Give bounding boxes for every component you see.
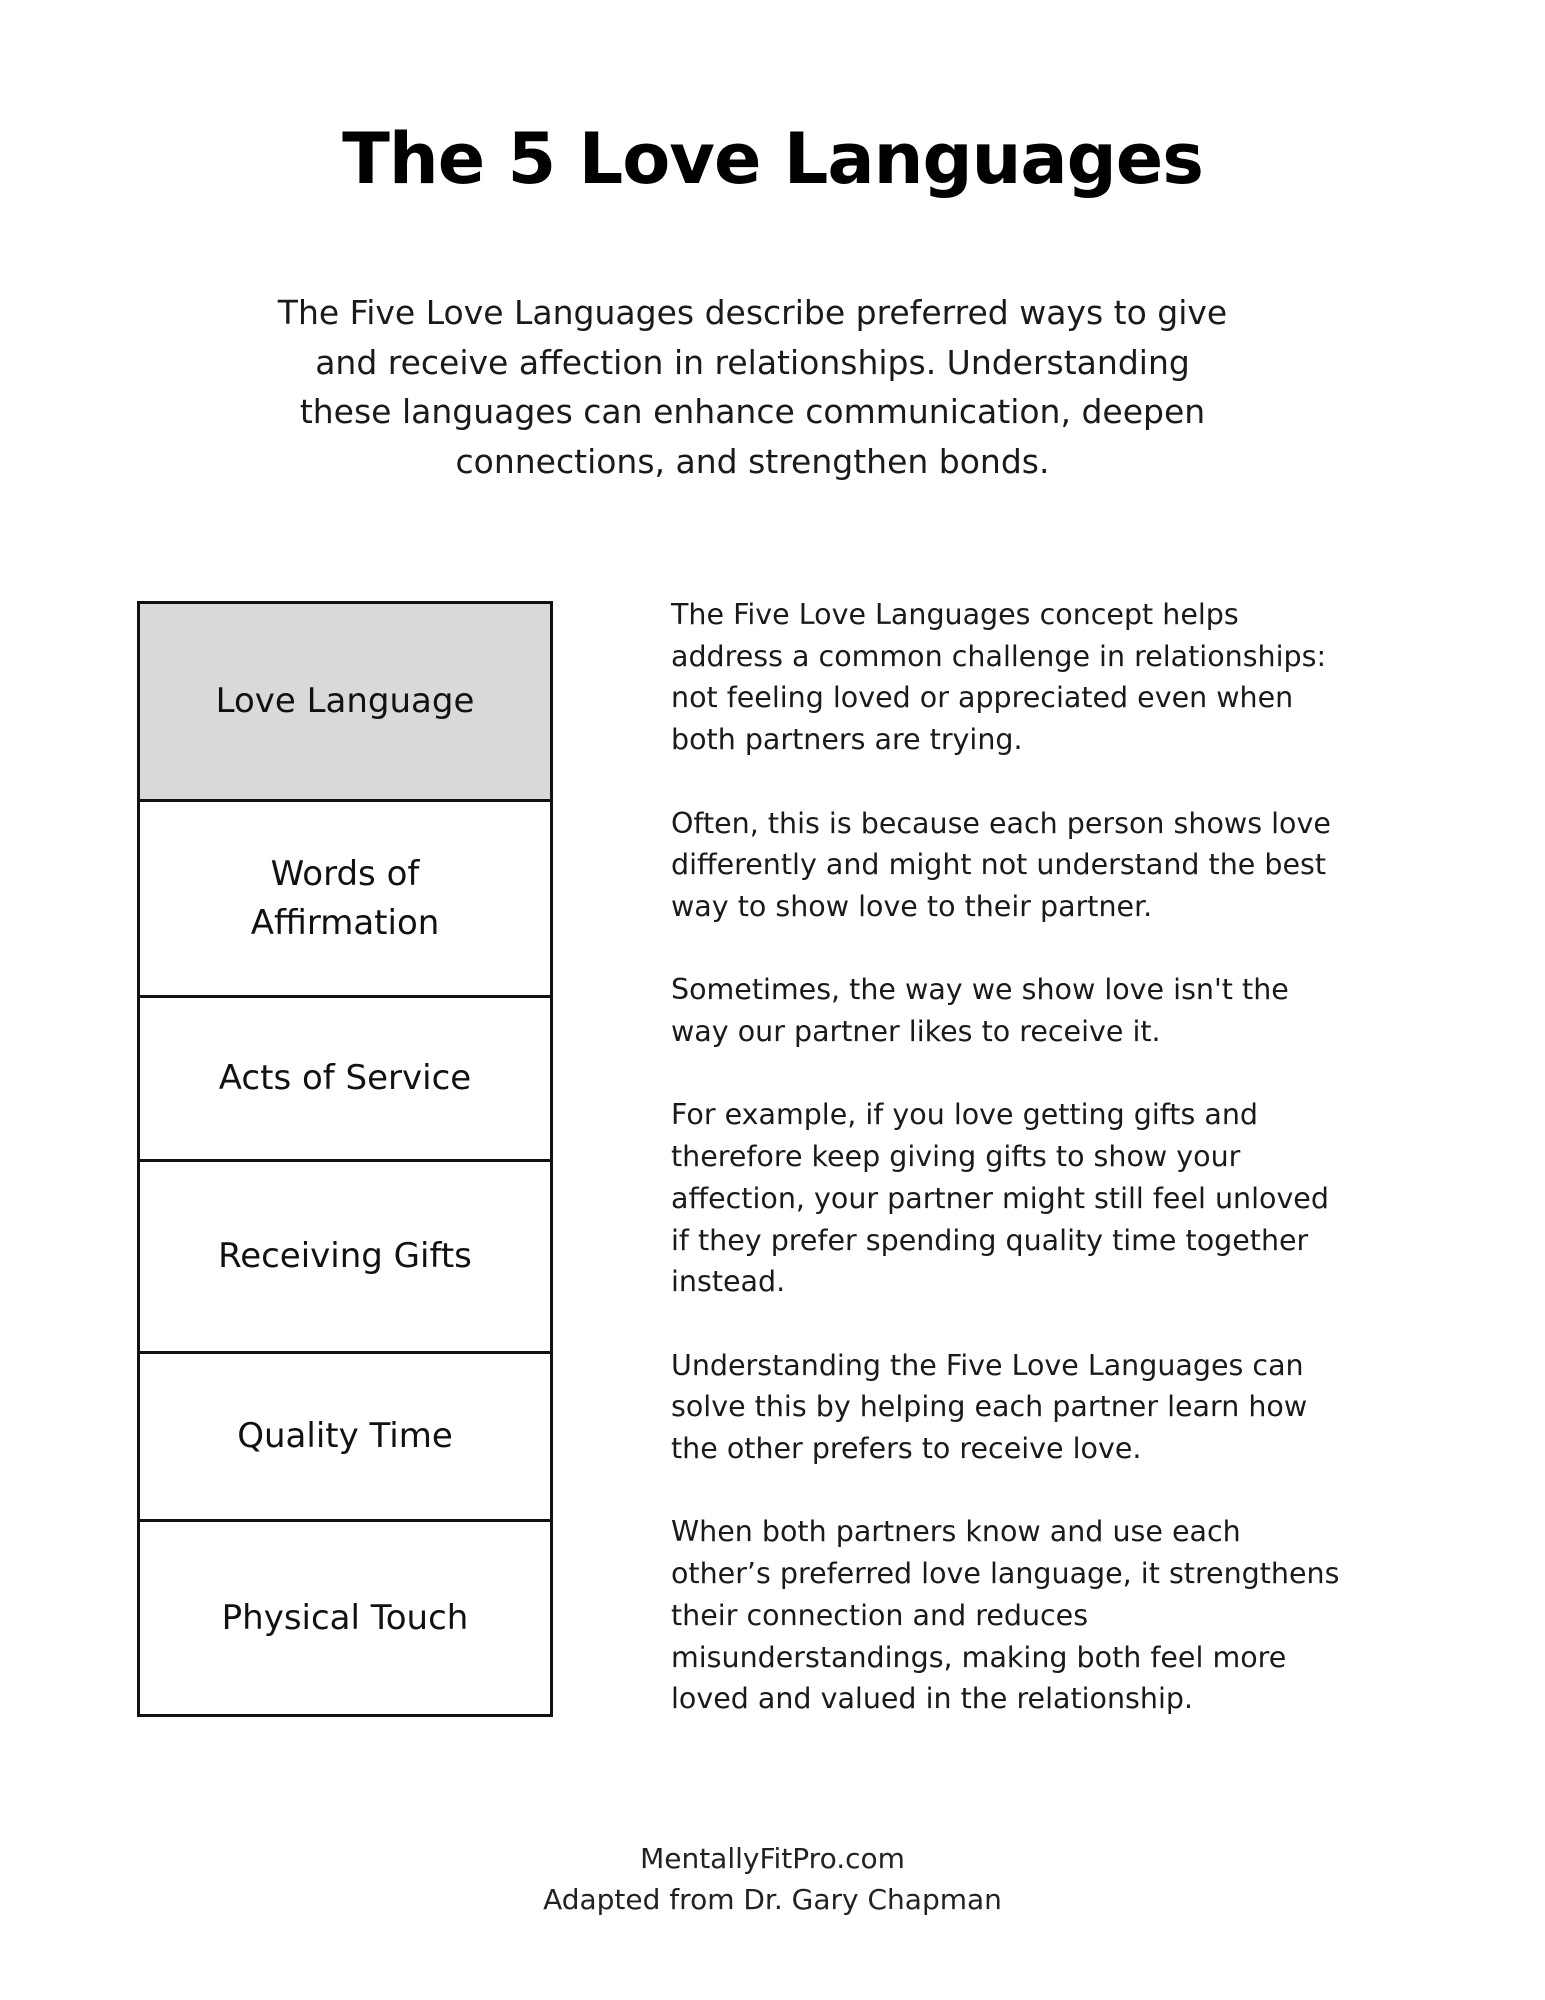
intro-line: and receive affection in relationships. Understanding bbox=[315, 342, 1190, 382]
text-line: Understanding the Five Love Languages can bbox=[671, 1348, 1304, 1382]
text-line: loved and valued in the relationship. bbox=[671, 1682, 1194, 1716]
footer-site: MentallyFitPro.com bbox=[640, 1842, 905, 1875]
text-line: misunderstandings, making both feel more bbox=[671, 1640, 1287, 1674]
table-row: Receiving Gifts bbox=[140, 1159, 550, 1351]
intro-line: these languages can enhance communication, deepen bbox=[299, 392, 1206, 431]
text-line: Sometimes, the way we show love isn't the bbox=[671, 973, 1289, 1007]
paragraph bbox=[671, 969, 1411, 1052]
text-line: if they prefer spending quality time together bbox=[671, 1223, 1309, 1257]
table-row: Physical Touch bbox=[140, 1519, 550, 1714]
text-line: not feeling loved or appreciated even when bbox=[671, 681, 1294, 715]
text-line: affection, your partner might still feel unloved bbox=[671, 1181, 1329, 1215]
table-row: Acts of Service bbox=[140, 995, 550, 1159]
text-line: their connection and reduces bbox=[671, 1598, 1089, 1632]
footer bbox=[0, 1838, 1545, 1920]
text-line: Often, this is because each person shows love bbox=[671, 806, 1331, 840]
text-line: The Five Love Languages concept helps bbox=[671, 598, 1239, 631]
footer-credit: Adapted from Dr. Gary Chapman bbox=[543, 1883, 1002, 1916]
paragraph bbox=[671, 1511, 1411, 1720]
table-row: Quality Time bbox=[140, 1351, 550, 1519]
table-header-cell: Love Language bbox=[140, 604, 550, 799]
text-line: address a common challenge in relationships: bbox=[671, 639, 1327, 673]
text-line: When both partners know and use each bbox=[671, 1515, 1241, 1549]
paragraph bbox=[671, 1094, 1411, 1303]
love-language-table bbox=[137, 601, 553, 1717]
paragraph bbox=[671, 1345, 1411, 1470]
intro-paragraph bbox=[230, 288, 1275, 486]
text-line: therefore keep giving gifts to show your bbox=[671, 1140, 1241, 1174]
explanation-text bbox=[671, 594, 1411, 1762]
paragraph bbox=[671, 803, 1411, 928]
intro-line: The Five Love Languages describe preferred ways to give bbox=[277, 293, 1228, 332]
text-line: the other prefers to receive love. bbox=[671, 1432, 1142, 1465]
paragraph bbox=[671, 594, 1411, 761]
text-line: both partners are trying. bbox=[671, 723, 1023, 757]
text-line: other’s preferred love language, it strengthens bbox=[671, 1557, 1340, 1591]
intro-line: connections, and strengthen bonds. bbox=[455, 441, 1050, 481]
table-row: Words of Affirmation bbox=[140, 799, 550, 995]
text-line: differently and might not understand the best bbox=[671, 848, 1327, 882]
page-title: The 5 Love Languages bbox=[342, 118, 1203, 200]
text-line: way our partner likes to receive it. bbox=[671, 1015, 1161, 1048]
text-line: way to show love to their partner. bbox=[671, 889, 1153, 923]
text-line: instead. bbox=[671, 1265, 786, 1299]
text-line: solve this by helping each partner learn how bbox=[671, 1390, 1308, 1424]
text-line: For example, if you love getting gifts and bbox=[671, 1098, 1258, 1132]
